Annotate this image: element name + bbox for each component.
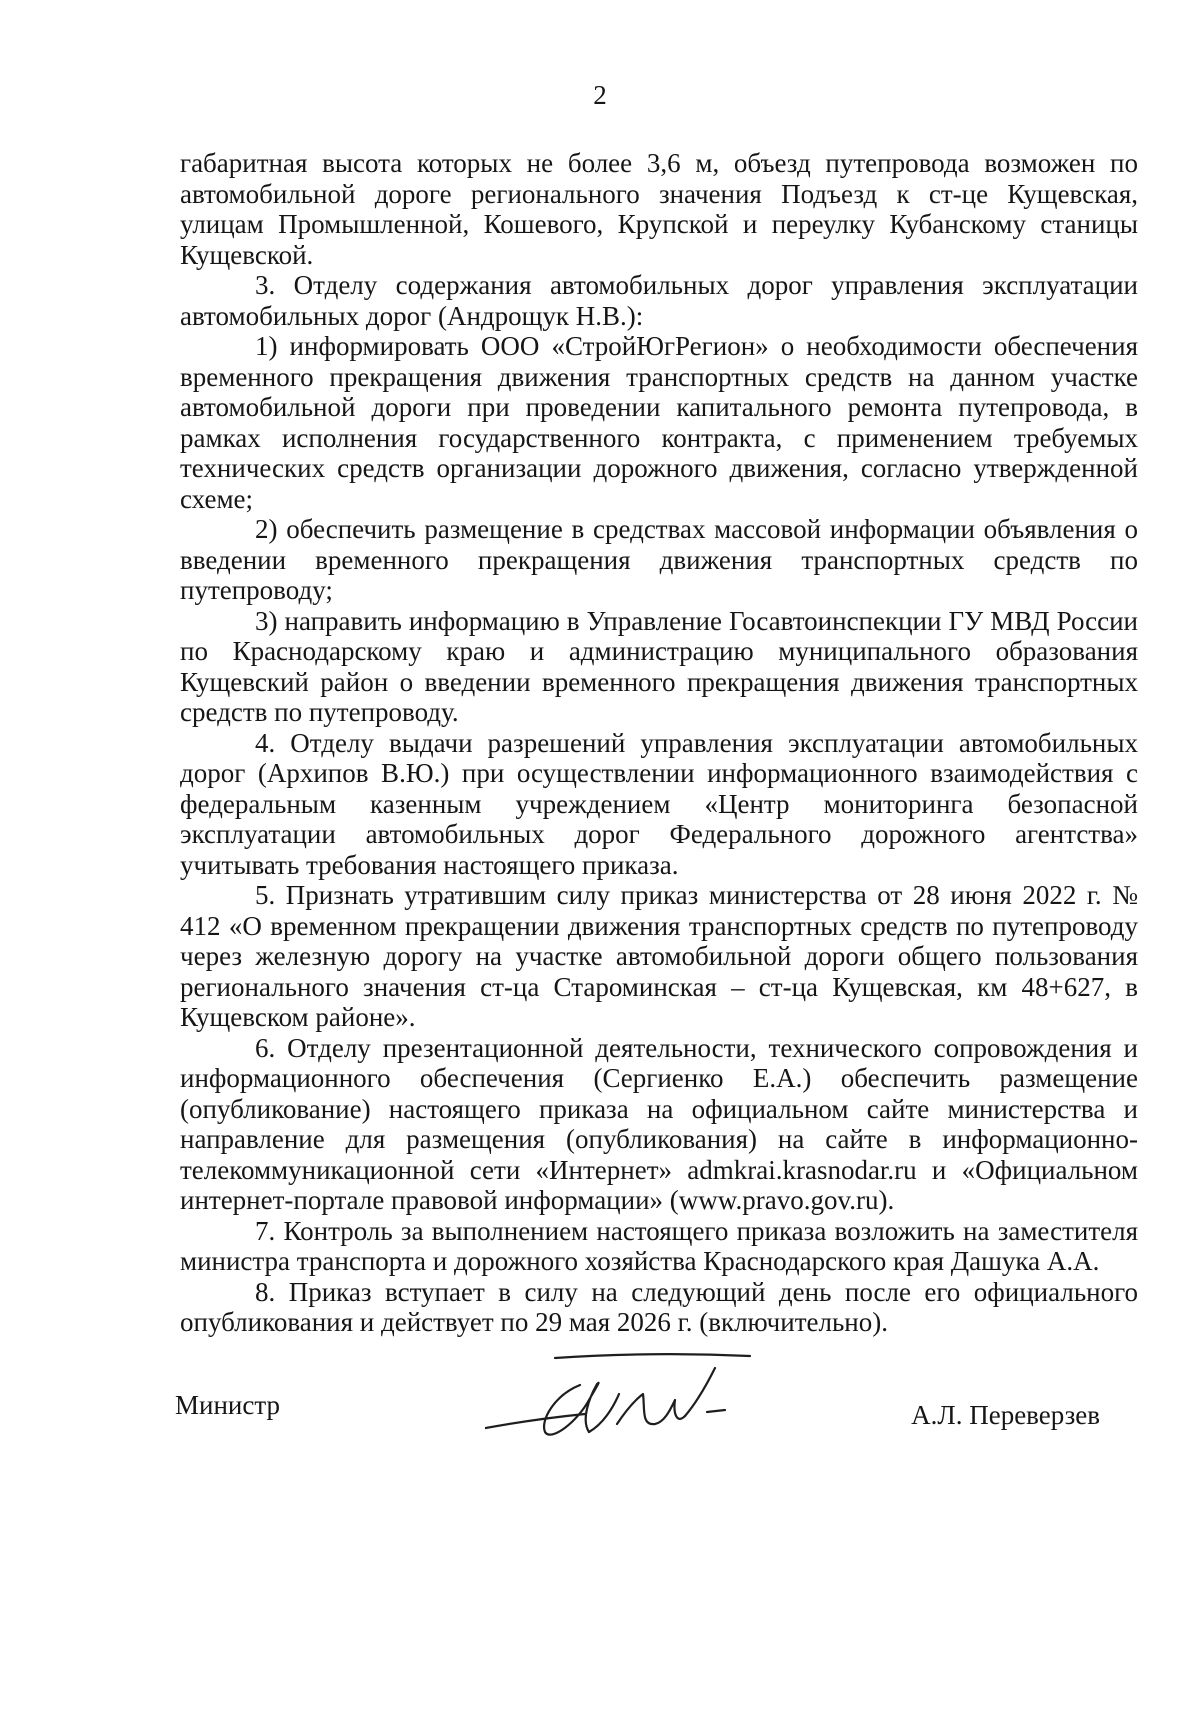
signatory-title: Министр (175, 1390, 280, 1420)
document-body (180, 148, 1138, 1338)
paragraph-item-8: 8. Приказ вступает в силу на следующий день после его официального опубликования и действует по 29 мая 2026 г. (включительно). (180, 1276, 1138, 1337)
paragraph-item-6: 6. Отделу презентационной деятельности, технического сопровождения и информационного обеспечения (Сергиенко Е.А.) обеспечить размещение (опубликование) настоящего приказа на официальном сайте министерства и направление для размещения (опубликования) на сайте в информационно-телекоммуникационной сети «Интернет» admkrai.krasnodar.ru и «Официальном интернет-портале правовой информации» (www.pravo.gov.ru). (180, 1032, 1138, 1215)
paragraph-item-5: 5. Признать утратившим силу приказ министерства от 28 июня 2022 г. № 412 «О временном прекращении движения транспортных средств по путепроводу через железную дорогу на участке автомобильной дороги общего пользования регионального значения ст-ца Староминская – ст-ца Кущевская, км 48+627, в Кущевском районе». (180, 880, 1138, 1032)
signatory-name: А.Л. Переверзев (911, 1400, 1100, 1430)
page-number: 2 (593, 80, 607, 110)
paragraph-item-4: 4. Отделу выдачи разрешений управления эксплуатации автомобильных дорог (Архипов В.Ю.) при осуществлении информационного взаимодействия с федеральным казенным учреждением «Центр мониторинга безопасной эксплуатации автомобильных дорог Федерального дорожного агентства» учитывать требования настоящего приказа. (180, 727, 1138, 880)
paragraph-subitem-1: 1) информировать ООО «СтройЮгРегион» о необходимости обеспечения временного прекращения движения транспортных средств на данном участке автомобильной дороги при проведении капитального ремонта путепровода, в рамках исполнения государственного контракта, с применением требуемых технических средств организации дорожного движения, согласно утвержденной схеме; (180, 331, 1138, 514)
signature-block (0, 1350, 1200, 1460)
paragraph-item-3: 3. Отделу содержания автомобильных дорог управления эксплуатации автомобильных дорог (Андрощук Н.В.): (180, 270, 1138, 331)
paragraph-subitem-3: 3) направить информацию в Управление Госавтоинспекции ГУ МВД России по Краснодарскому краю и администрацию муниципального образования Кущевский район о введении временного прекращения движения транспортных средств по путепроводу. (180, 605, 1138, 727)
paragraph-subitem-2: 2) обеспечить размещение в средствах массовой информации объявления о введении временного прекращения движения транспортных средств по путепроводу; (180, 514, 1138, 605)
paragraph-item-7: 7. Контроль за выполнением настоящего приказа возложить на заместителя министра транспорта и дорожного хозяйства Краснодарского края Дашука А.А. (180, 1215, 1138, 1276)
paragraph-continuation: габаритная высота которых не более 3,6 м, объезд путепровода возможен по автомобильной дороге регионального значения Подъезд к ст-це Кущевская, улицам Промышленной, Кошевого, Крупской и переулку Кубанскому станицы Кущевской. (180, 148, 1138, 270)
handwritten-signature (485, 1350, 785, 1460)
